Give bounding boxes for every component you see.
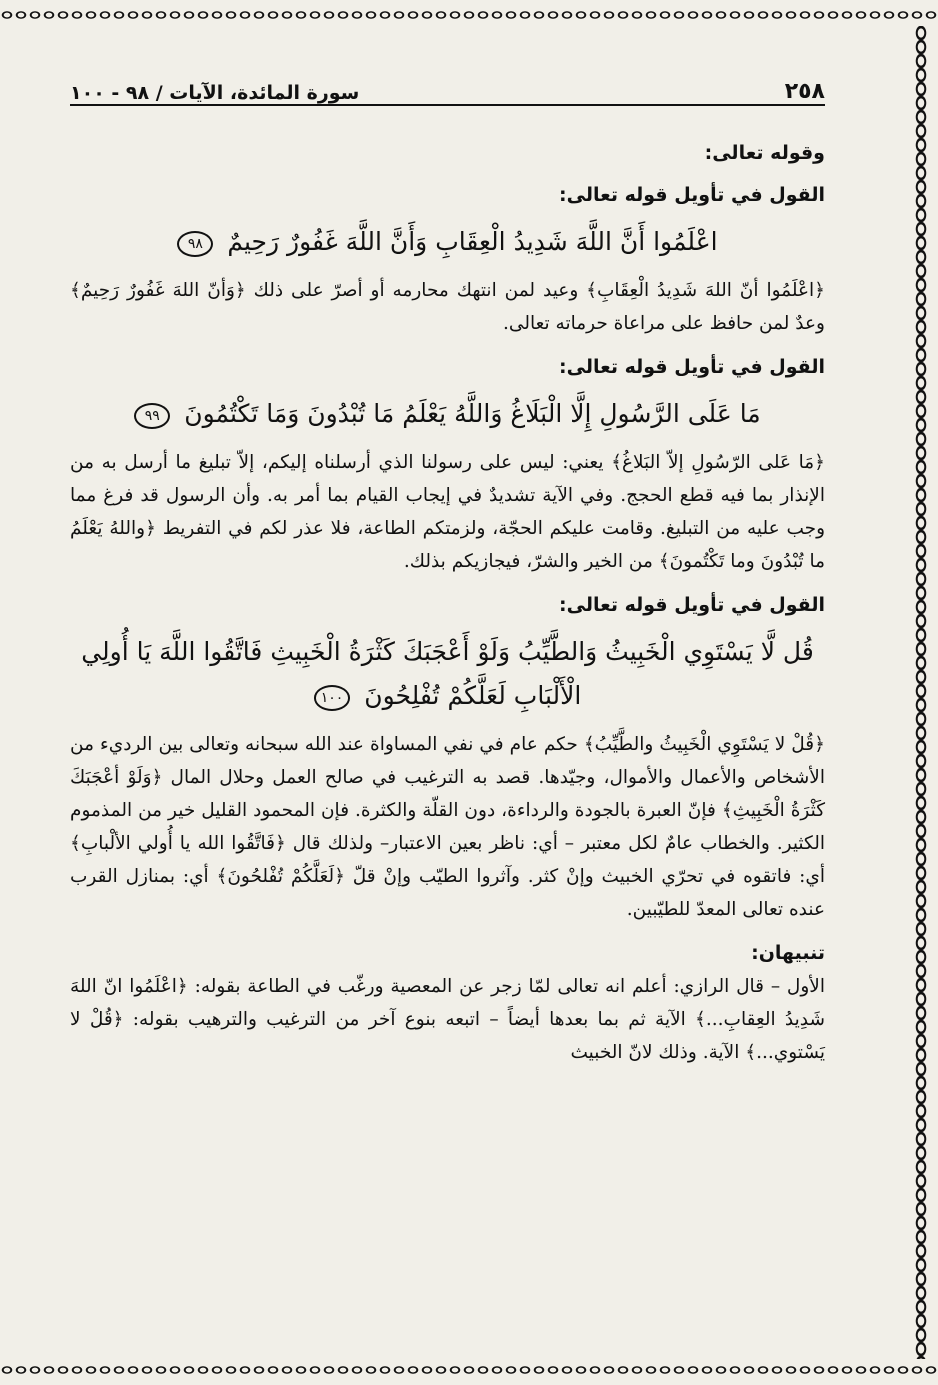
ayah-number: ١٠٠ bbox=[314, 685, 351, 711]
notes-heading: تنبيهان: bbox=[751, 942, 825, 964]
verse-100 bbox=[70, 630, 825, 718]
commentary-paragraph: ﴿قُلْ لا يَسْتَوِي الْخَبِيثُ والطَّيِّبُ﴾ حكم عام في نفي المساواة عند الله سبحانه وتعالى بين الرديء من الأشخاص والأعمال والأموال، وجيّدها. قصد به الترغيب في صالح العمل وحلال المال ﴿وَلَوْ أعْجَبَكَ كَثْرَةُ الْخَبِيثِ﴾ فإنّ العبرة بالجودة والرداءة، دون القلّة والكثرة. فإن المحمود القليل خير من المذموم الكثير. والخطاب عامٌ لكل معتبر – أي: ناظر بعين الاعتبار– ولذلك قال ﴿فَاتَّقُوا الله يا أُولي الألْبابِ﴾ أي: فاتقوه في تحرّي الخبيث وإنْ كثر. وآثروا الطيّب وإنْ قلّ ﴿لَعَلَّكُمْ تُفْلحُونَ﴾ أي: بمنازل القرب عنده تعالى المعدّ للطيّبين. bbox=[70, 734, 825, 920]
section-heading-99: القول في تأويل قوله تعالى: bbox=[559, 356, 825, 378]
commentary-paragraph: الأول – قال الرازي: أعلم انه تعالى لمّا زجر عن المعصية ورغّب في الطاعة بقوله: ﴿اعْلَمُوا انّ اللهَ شَدِيدُ العِقابِ...﴾ الآية ثم بما بعدها أيضاً – اتبعه بنوع آخر من الترغيب والترهيب بقوله: ﴿قُلْ لا يَسْتوي...﴾ الآية. وذلك لانّ الخبيث bbox=[70, 976, 825, 1063]
ornamental-border-bottom bbox=[0, 1359, 938, 1381]
section-heading-100: القول في تأويل قوله تعالى: bbox=[559, 594, 825, 616]
page-content bbox=[70, 106, 825, 1069]
page-number: ٢٥٨ bbox=[784, 79, 825, 104]
commentary-paragraph: ﴿اعْلَمُوا أنّ اللهَ شَدِيدُ الْعِقَابِ﴾ وعيد لمن انتهك محارمه أو أصرّ على ذلك ﴿وَأنّ اللهَ غَفُورٌ رَحِيمٌ﴾ وعدٌ لمن حافظ على مراعاة حرماته تعالى. bbox=[70, 280, 825, 334]
verse-99 bbox=[70, 392, 825, 436]
page-header bbox=[70, 60, 825, 106]
ayah-number: ٩٩ bbox=[134, 403, 170, 429]
ayah-number: ٩٨ bbox=[177, 231, 213, 257]
verse-text: اعْلَمُوا أَنَّ اللَّهَ شَدِيدُ الْعِقَابِ وَأَنَّ اللَّهَ غَفُورٌ رَحِيمٌ bbox=[227, 227, 718, 256]
verse-98 bbox=[70, 220, 825, 264]
verse-text: مَا عَلَى الرَّسُولِ إِلَّا الْبَلَاغُ وَاللَّهُ يَعْلَمُ مَا تُبْدُونَ وَمَا تَكْتُمُونَ bbox=[184, 399, 761, 428]
section-heading-98: القول في تأويل قوله تعالى: bbox=[559, 184, 825, 206]
commentary-paragraph: ﴿مَا عَلى الرّسُولِ إلاّ البَلاغُ﴾ يعني: ليس على رسولنا الذي أرسلناه إليكم، إلاّ تبليغ ما أرسل به من الإنذار بما فيه قطع الحجج. وفي الآية تشديدٌ في إيجاب القيام بما أمر به. وأن الرسول قد فرغ مما وجب عليه من التبليغ. وقامت عليكم الحجّة، ولزمتكم الطاعة، فلا عذر لكم في التفريط ﴿واللهُ يَعْلَمُ ما تُبْدُونَ وما تَكْتُمونَ﴾ من الخير والشرّ، فيجازيكم بذلك. bbox=[70, 452, 825, 572]
ornamental-border-right bbox=[910, 26, 932, 1359]
intro-line: وقوله تعالى: bbox=[704, 142, 825, 164]
page bbox=[70, 60, 825, 1340]
verse-text: قُل لَّا يَسْتَوِي الْخَبِيثُ وَالطَّيِّبُ وَلَوْ أَعْجَبَكَ كَثْرَةُ الْخَبِيثِ فَاتَّقُوا اللَّهَ يَا أُولِي الْأَلْبَابِ لَعَلَّكُمْ تُفْلِحُونَ bbox=[81, 637, 814, 710]
ornamental-border-top bbox=[0, 4, 938, 26]
running-title: سورة المائدة، الآيات / ٩٨ - ١٠٠ bbox=[70, 82, 360, 104]
